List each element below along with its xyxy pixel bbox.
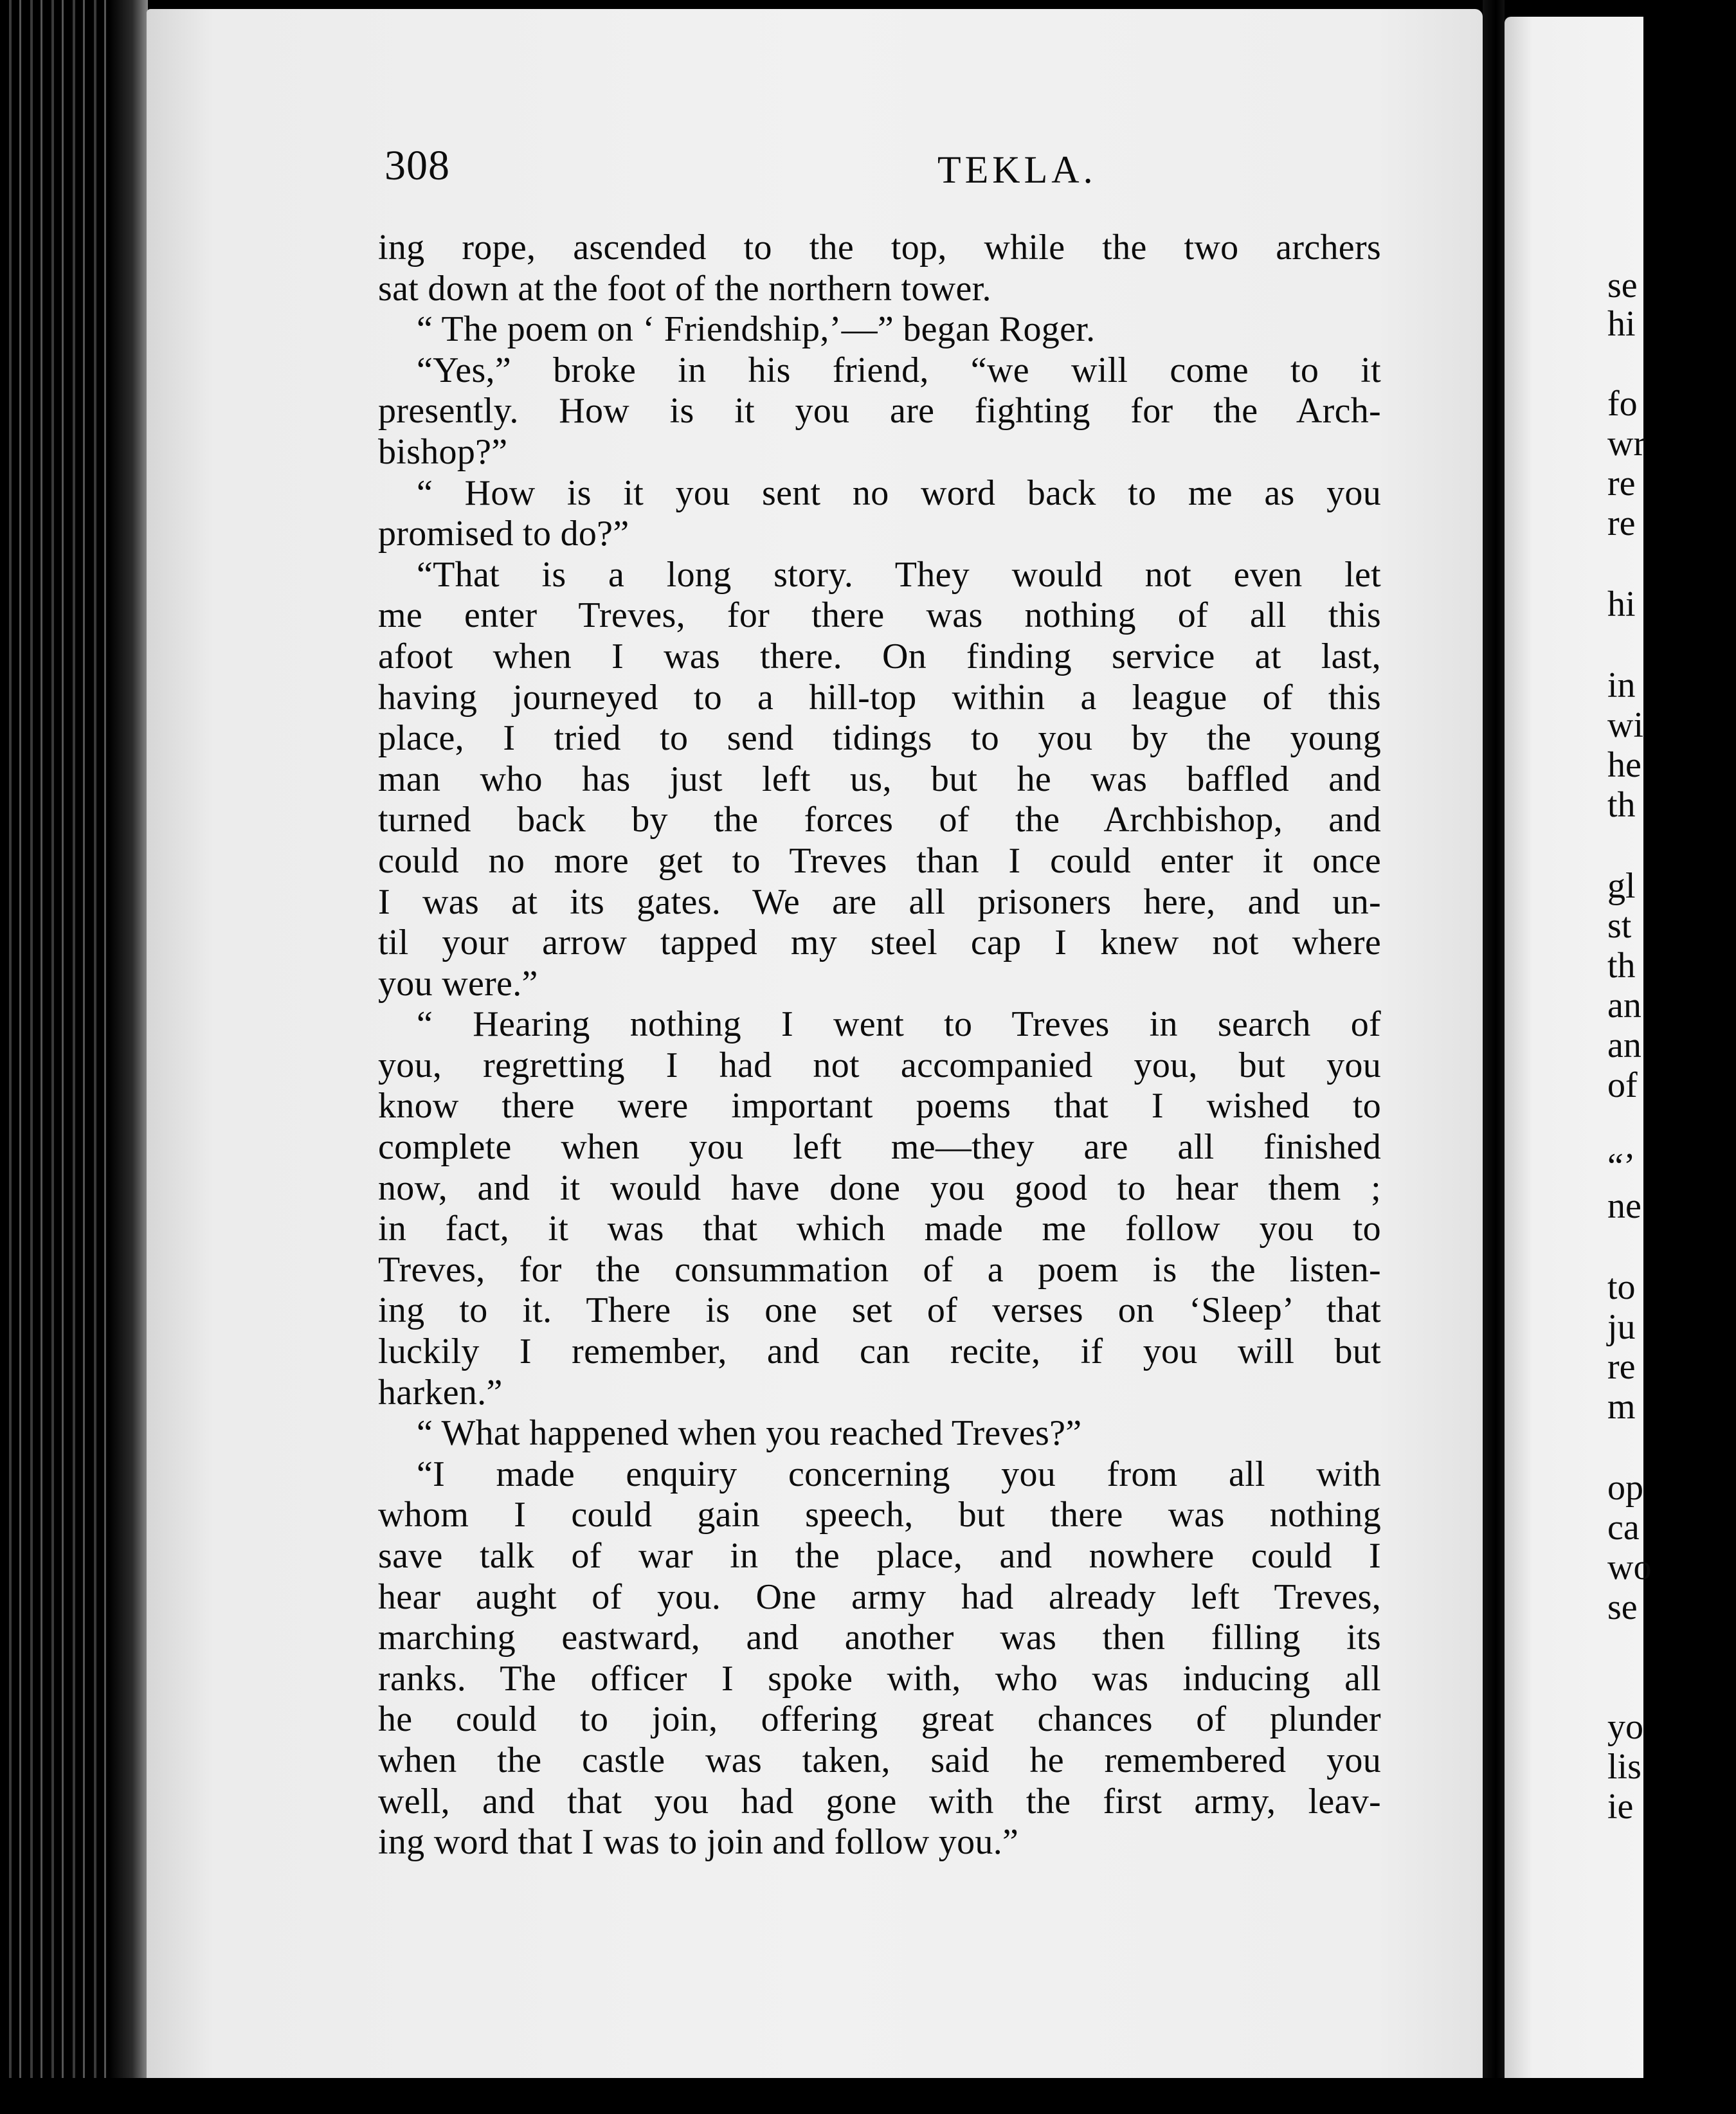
facing-page-fragment: of (1607, 1065, 1638, 1105)
text-line: “ The poem on ‘ Friendship,’—” began Roger. (417, 309, 1096, 350)
facing-page-fragment: se (1607, 1587, 1638, 1627)
scan-bottom-edge (0, 2078, 1643, 2114)
text-line: bishop?” (378, 431, 508, 472)
text-line: ranks. The officer I spoke with, who was inducing all (378, 1658, 1381, 1699)
text-line: could no more get to Treves than I could enter it once (378, 840, 1381, 881)
text-line: save talk of war in the place, and nowhere could I (378, 1536, 1381, 1576)
facing-page-fragment: hi (1607, 584, 1636, 624)
text-line: “ What happened when you reached Treves?” (417, 1413, 1082, 1454)
text-line: “Yes,” broke in his friend, “we will come to it (417, 350, 1381, 390)
text-line: “That is a long story. They would not even let (417, 554, 1381, 595)
facing-page-fragment: fo (1607, 384, 1638, 424)
text-line: well, and that you had gone with the first army, leav- (378, 1781, 1381, 1821)
facing-page-fragment: wr (1607, 424, 1646, 464)
text-line: he could to join, offering great chances of plunder (378, 1699, 1381, 1740)
text-line: place, I tried to send tidings to you by the young (378, 718, 1381, 759)
text-line: know there were important poems that I wished to (378, 1086, 1381, 1126)
book-page (147, 9, 1483, 2078)
text-line: in fact, it was that which made me follow you to (378, 1209, 1381, 1249)
facing-page-fragment: re (1607, 1347, 1636, 1387)
text-line: Treves, for the consummation of a poem is the listen- (378, 1249, 1381, 1290)
text-line: harken.” (378, 1372, 503, 1413)
text-line: hear aught of you. One army had already left Treves, (378, 1576, 1381, 1617)
facing-page-fragment: he (1607, 745, 1641, 785)
text-line: marching eastward, and another was then filling its (378, 1618, 1381, 1658)
text-line: man who has just left us, but he was baffled and (378, 759, 1381, 799)
facing-page (1505, 17, 1652, 2081)
page-number: 308 (384, 142, 450, 189)
text-line: til your arrow tapped my steel cap I knew not where (378, 923, 1381, 963)
facing-page-fragment: op (1607, 1468, 1643, 1508)
text-line: luckily I remember, and can recite, if you will but (378, 1332, 1381, 1372)
text-line: afoot when I was there. On finding service at last, (378, 636, 1381, 676)
text-line: you were.” (378, 963, 538, 1004)
page-edge-shadow (109, 0, 148, 2114)
text-line: now, and it would have done you good to hear them ; (378, 1168, 1381, 1208)
facing-page-fragment: hi (1607, 304, 1636, 344)
text-line: “I made enquiry concerning you from all with (417, 1454, 1381, 1494)
facing-page-fragment: re (1607, 464, 1636, 503)
page-header (384, 131, 1130, 202)
body-text (378, 228, 1381, 1863)
facing-page-fragment: ju (1607, 1307, 1636, 1347)
text-line: presently. How is it you are fighting for the Arch- (378, 391, 1381, 431)
facing-page-fragment: wo (1607, 1548, 1652, 1587)
text-line: you, regretting I had not accompanied you, but you (378, 1045, 1381, 1085)
facing-page-fragment: re (1607, 503, 1636, 543)
facing-page-fragment: an (1607, 1025, 1641, 1065)
facing-page-fragment: yo (1607, 1707, 1643, 1747)
facing-page-fragment: gl (1607, 866, 1636, 906)
facing-page-fragment: m (1607, 1387, 1636, 1427)
facing-page-fragment: lis (1607, 1747, 1641, 1787)
text-line: I was at its gates. We are all prisoners here, and un- (378, 881, 1381, 922)
facing-page-fragment: “’ (1607, 1146, 1636, 1186)
facing-page-fragment: in (1607, 665, 1636, 705)
text-line: ing to it. There is one set of verses on ‘Sleep’ that (378, 1290, 1381, 1331)
book-gutter (1483, 0, 1505, 2114)
facing-page-fragment: ca (1607, 1508, 1640, 1548)
facing-page-fragment: ne (1607, 1186, 1641, 1226)
text-line: complete when you left me—they are all finished (378, 1127, 1381, 1168)
facing-page-fragment: to (1607, 1267, 1636, 1307)
facing-page-fragment: wi (1607, 705, 1643, 745)
running-title: TEKLA. (937, 149, 1097, 191)
text-line: promised to do?” (378, 514, 629, 554)
text-line: ing rope, ascended to the top, while the two archers (378, 228, 1381, 267)
text-line: ing word that I was to join and follow you.” (378, 1822, 1019, 1863)
facing-page-fragment: st (1607, 906, 1632, 946)
text-line: turned back by the forces of the Archbishop, and (378, 800, 1381, 840)
text-line: when the castle was taken, said he remembered you (378, 1740, 1381, 1780)
facing-page-fragment: an (1607, 986, 1641, 1025)
text-line: whom I could gain speech, but there was nothing (378, 1495, 1381, 1535)
text-line: having journeyed to a hill-top within a league of this (378, 677, 1381, 718)
facing-page-fragment: ie (1607, 1787, 1634, 1827)
text-line: “ Hearing nothing I went to Treves in search of (417, 1004, 1381, 1045)
text-line: “ How is it you sent no word back to me as you (417, 473, 1381, 513)
facing-page-fragment: se (1607, 266, 1638, 305)
facing-page-fragment: th (1607, 785, 1636, 825)
text-line: me enter Treves, for there was nothing of all this (378, 595, 1381, 636)
text-line: sat down at the foot of the northern tower. (378, 268, 991, 309)
facing-page-fragment: th (1607, 946, 1636, 986)
